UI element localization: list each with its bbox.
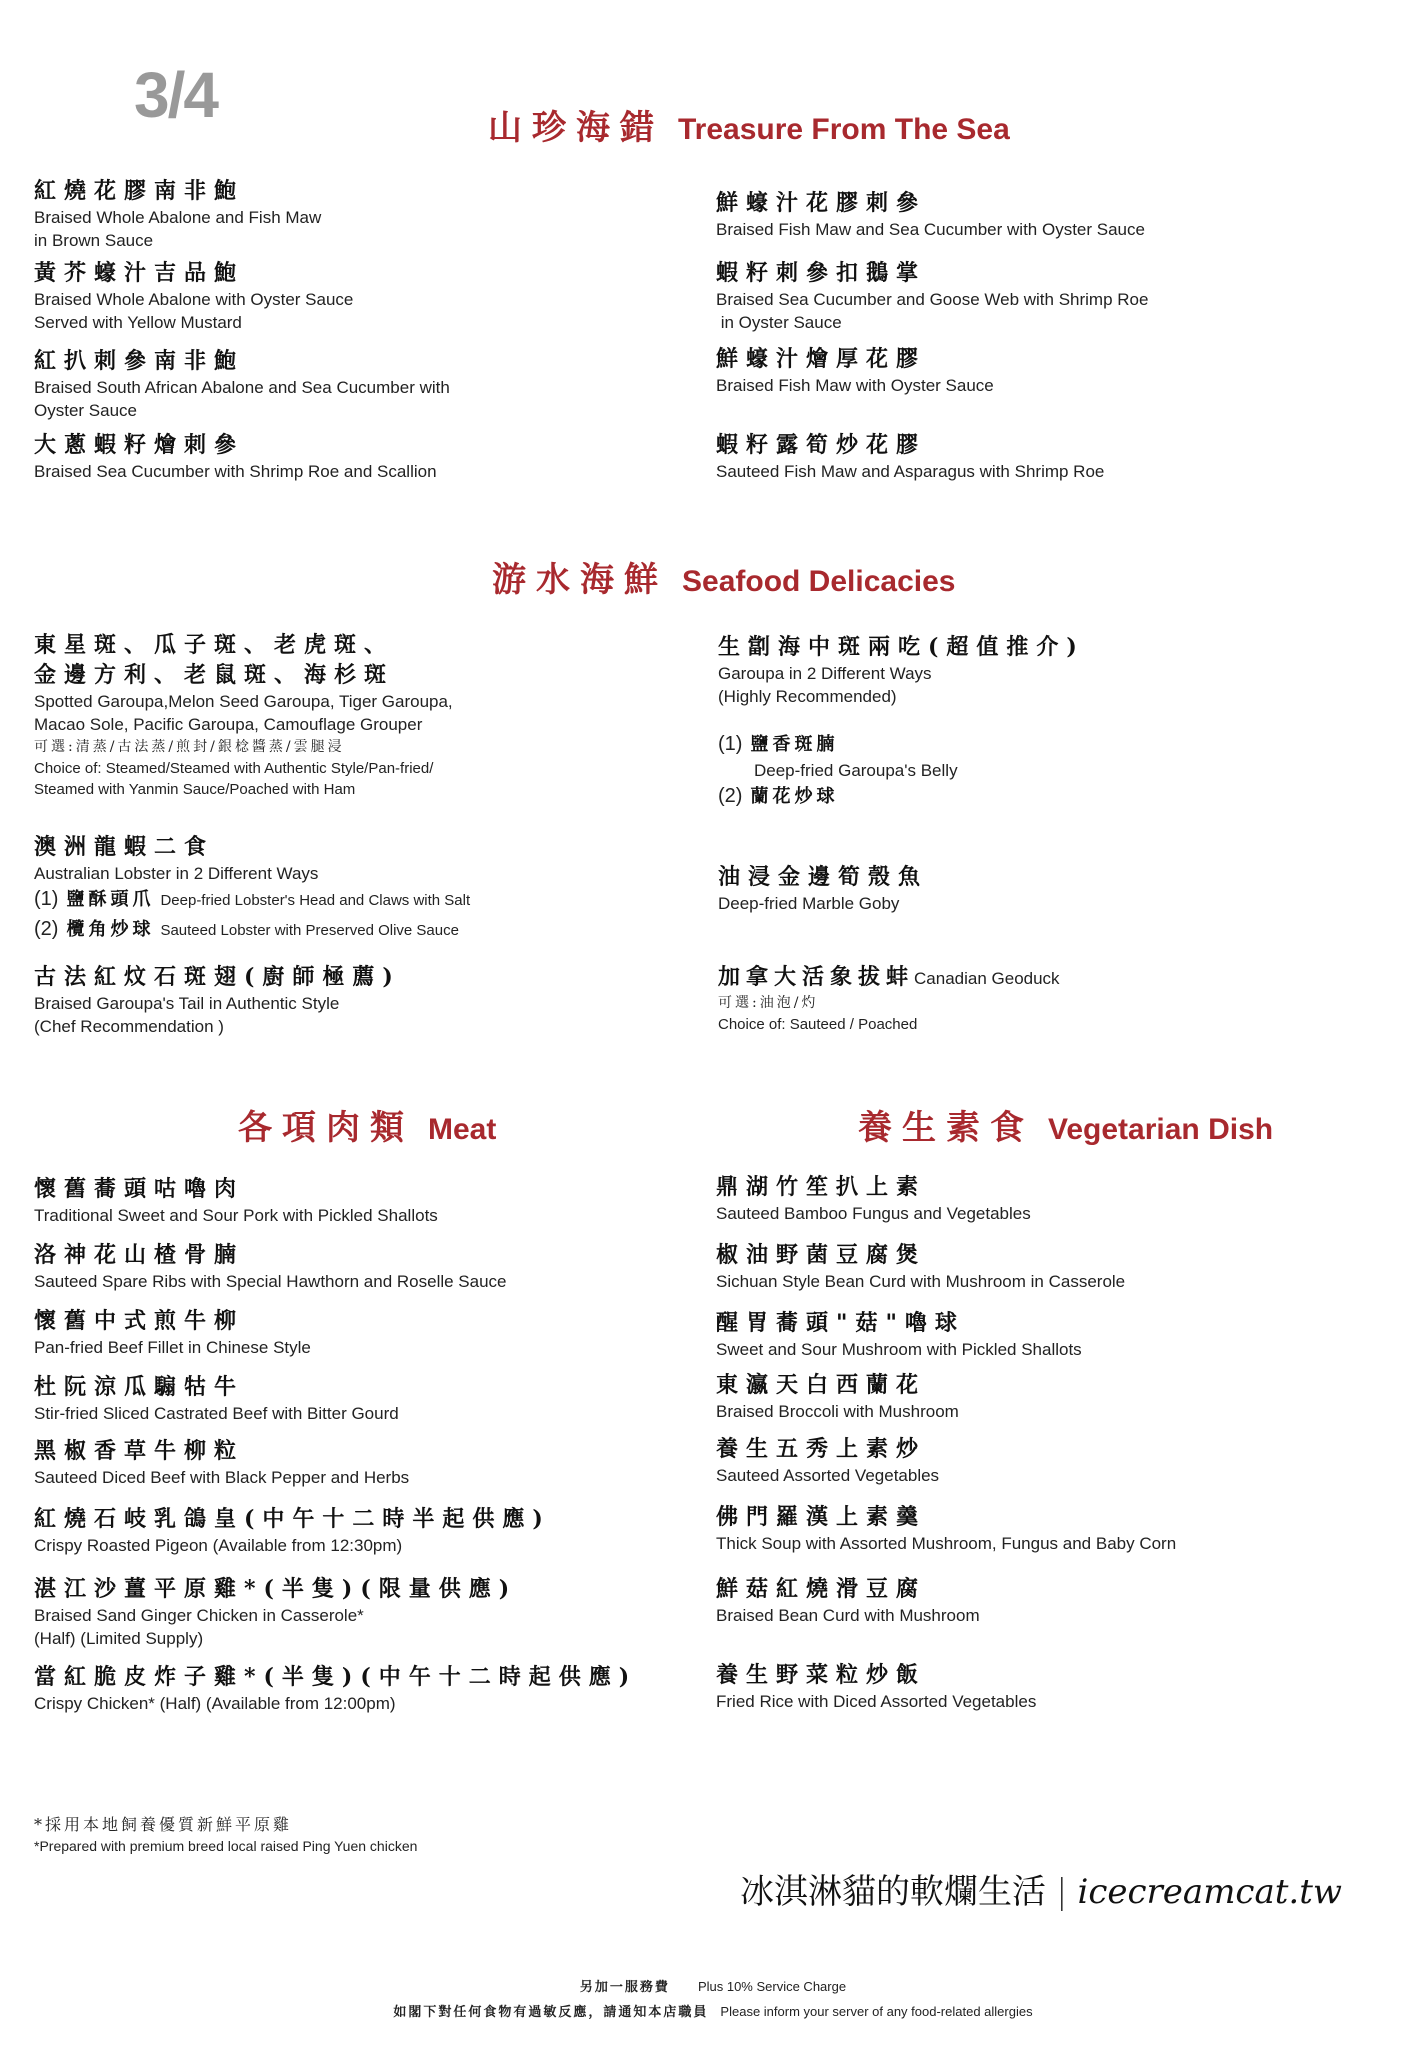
menu-item-garoupa-list [34, 630, 453, 800]
dish-name-zh: 加拿大活象拔蚌 [718, 964, 915, 990]
menu-item [716, 188, 1145, 241]
dish-name-zh: 醒胃蕎頭"菇"嚕球 [716, 1310, 965, 1336]
dish-name-zh: 紅燒石岐乳鴿皇(中午十二時半起供應) [34, 1506, 551, 1532]
sub-dish-en: Sauteed Lobster with Preserved Olive Sauce [160, 922, 459, 939]
footnote-en: *Prepared with premium breed local raised Ping Yuen chicken [34, 1838, 418, 1854]
dish-name-zh: 油浸金邊筍殼魚 [718, 864, 929, 890]
dish-name-en: Crispy Roasted Pigeon (Available from 12:30pm) [34, 1536, 403, 1555]
sub-dish-zh: 欖角炒球 [66, 919, 155, 940]
cooking-choice-zh: 可選:清蒸/古法蒸/煎封/銀棯醬蒸/雲腿浸 [34, 739, 345, 755]
cooking-choice-en: Steamed with Yanmin Sauce/Poached with Ham [34, 781, 356, 798]
sub-dish [718, 782, 1085, 811]
dish-name-zh: 懷舊中式煎牛柳 [34, 1308, 245, 1334]
dish-name-en: Sweet and Sour Mushroom with Pickled Shallots [716, 1340, 1082, 1359]
menu-item [716, 1172, 1031, 1225]
dish-name-en: Braised Fish Maw with Oyster Sauce [716, 376, 994, 395]
menu-item [716, 1660, 1036, 1713]
dish-name-zh: 洛神花山楂骨腩 [34, 1242, 245, 1268]
blog-watermark [740, 1864, 1342, 1913]
menu-item [716, 1240, 1125, 1293]
cooking-choice-en: Choice of: Sauteed / Poached [718, 1016, 918, 1033]
dish-name-en: Traditional Sweet and Sour Pork with Pickled Shallots [34, 1206, 438, 1225]
dish-name-en: Fried Rice with Diced Assorted Vegetables [716, 1692, 1037, 1711]
dish-name-zh: 鮮蠔汁燴厚花膠 [716, 346, 927, 372]
dish-name-en: Braised Bean Curd with Mushroom [716, 1606, 980, 1625]
menu-item-goby [718, 862, 928, 915]
menu-item-garoupa-two-ways [718, 632, 1085, 811]
service-charge-note [0, 1975, 1426, 2000]
section-title-treasure [488, 100, 1010, 149]
section-title-zh: 山珍海錯 [488, 108, 664, 148]
dish-name-en: in Oyster Sauce [716, 313, 842, 332]
dish-name-zh: 紅扒刺參南非鮑 [34, 348, 245, 374]
dish-name-zh: 鮮蠔汁花膠刺參 [716, 190, 927, 216]
dish-name-en: Sauteed Spare Ribs with Special Hawthorn and Roselle Sauce [34, 1272, 507, 1291]
menu-item [34, 1306, 311, 1359]
dish-name-en: in Brown Sauce [34, 231, 154, 250]
dish-name-en: Braised Garoupa's Tail in Authentic Style [34, 994, 340, 1013]
dish-name-zh: 大蔥蝦籽燴刺參 [34, 432, 245, 458]
menu-item [34, 1504, 551, 1557]
menu-item [716, 1502, 1176, 1555]
dish-name-en: Braised Fish Maw and Sea Cucumber with Oyster Sauce [716, 220, 1145, 239]
dish-name-en: Braised Sea Cucumber and Goose Web with Shrimp Roe [716, 290, 1149, 309]
dish-name-en: Sichuan Style Bean Curd with Mushroom in Casserole [716, 1272, 1126, 1291]
menu-item [716, 1574, 980, 1627]
section-title-en: Vegetarian Dish [1048, 1113, 1274, 1146]
dish-name-zh: 生劏海中斑兩吃(超值推介) [718, 634, 1085, 660]
menu-item [34, 430, 437, 483]
page-number: 3/4 [134, 59, 217, 131]
dish-name-zh: 澳洲龍蝦二食 [34, 834, 215, 860]
sub-dish [34, 915, 470, 945]
dish-name-zh: 鮮菇紅燒滑豆腐 [716, 1576, 927, 1602]
dish-name-en: Sauteed Diced Beef with Black Pepper and Herbs [34, 1468, 410, 1487]
sub-dish-zh: 鹽酥頭爪 [66, 889, 155, 910]
menu-item [34, 258, 353, 334]
geoduck-title-row [718, 962, 1060, 992]
menu-item [34, 1240, 507, 1293]
sub-dish-zh: 蘭花炒球 [750, 786, 839, 807]
sub-dish [718, 730, 1085, 759]
menu-item [34, 346, 450, 422]
dish-name-en: Australian Lobster in 2 Different Ways [34, 864, 319, 883]
sub-dish-number: (1) [34, 888, 59, 910]
dish-name-zh: 椒油野菌豆腐煲 [716, 1242, 927, 1268]
dish-name-en: Braised Sand Ginger Chicken in Casserole* [34, 1606, 364, 1625]
dish-name-zh: 蝦籽刺參扣鵝掌 [716, 260, 927, 286]
section-title-zh: 各項肉類 [238, 1108, 414, 1148]
dish-name-en: Garoupa in 2 Different Ways [718, 664, 932, 683]
dish-name-en: Braised Whole Abalone and Fish Maw [34, 208, 322, 227]
dish-name-en: Thick Soup with Assorted Mushroom, Fungus and Baby Corn [716, 1534, 1177, 1553]
watermark-zh: 冰淇淋貓的軟爛生活 [740, 1872, 1046, 1912]
dish-name-zh: 湛江沙薑平原雞*(半隻)(限量供應) [34, 1576, 518, 1602]
sub-dish-en: Deep-fried Garoupa's Belly [754, 761, 958, 780]
service-charge-zh: 另加一服務費 [579, 1980, 670, 1995]
dish-name-en: (Chef Recommendation ) [34, 1017, 224, 1036]
dish-name-zh: 黃芥蠔汁吉品鮑 [34, 260, 245, 286]
dish-name-en: Served with Yellow Mustard [34, 313, 242, 332]
sub-dish-number: (2) [718, 785, 743, 807]
section-title-en: Meat [428, 1113, 497, 1146]
dish-name-en: Sauteed Fish Maw and Asparagus with Shrimp Roe [716, 462, 1105, 481]
menu-item [716, 258, 1148, 334]
menu-item [716, 1370, 959, 1423]
dish-name-en: Stir-fried Sliced Castrated Beef with Bitter Gourd [34, 1404, 399, 1423]
service-charge-en: Plus 10% Service Charge [697, 1979, 847, 1994]
dish-name-zh: 佛門羅漢上素羹 [716, 1504, 927, 1530]
chicken-footnote [34, 1814, 417, 1857]
dish-name-en: (Half) (Limited Supply) [34, 1629, 204, 1648]
dish-name-zh: 當紅脆皮炸子雞*(半隻)(中午十二時起供應) [34, 1664, 638, 1690]
menu-item [34, 1372, 399, 1425]
dish-name-en: Sauteed Bamboo Fungus and Vegetables [716, 1204, 1031, 1223]
menu-item [34, 1662, 637, 1715]
menu-item [716, 1308, 1082, 1361]
dish-name-zh: 東瀛天白西蘭花 [716, 1372, 927, 1398]
dish-name-en: Pan-fried Beef Fillet in Chinese Style [34, 1338, 311, 1357]
dish-name-en: Braised Broccoli with Mushroom [716, 1402, 959, 1421]
dish-name-en: Braised Whole Abalone with Oyster Sauce [34, 290, 354, 309]
section-title-vegetarian [858, 1100, 1273, 1149]
allergy-en: Please inform your server of any food-related allergies [720, 2004, 1033, 2019]
dish-name-en: Macao Sole, Pacific Garoupa, Camouflage Grouper [34, 715, 423, 734]
menu-item-garoupa-tail [34, 962, 401, 1038]
dish-name-zh: 養生五秀上素炒 [716, 1436, 927, 1462]
menu-item-geoduck [718, 962, 1060, 1035]
service-notes [0, 1975, 1426, 2025]
dish-name-zh: 養生野菜粒炒飯 [716, 1662, 927, 1688]
dish-name-zh: 金邊方利、老鼠斑、海杉斑 [34, 662, 395, 688]
dish-name-en: Oyster Sauce [34, 401, 137, 420]
dish-name-en: Braised Sea Cucumber with Shrimp Roe and Scallion [34, 462, 437, 481]
watermark-site: icecreamcat.tw [1077, 1872, 1342, 1912]
menu-item [34, 1436, 409, 1489]
section-title-meat [238, 1100, 496, 1149]
dish-name-zh: 懷舊蕎頭咕嚕肉 [34, 1176, 245, 1202]
section-title-zh: 養生素食 [858, 1108, 1034, 1148]
sub-dish [34, 885, 470, 915]
menu-item [34, 1174, 438, 1227]
dish-name-en: Braised South African Abalone and Sea Cucumber with [34, 378, 450, 397]
dish-name-zh: 東星斑、瓜子斑、老虎斑、 [34, 632, 395, 658]
dish-name-en: Sauteed Assorted Vegetables [716, 1466, 940, 1485]
allergy-note [0, 2000, 1426, 2025]
footnote-zh: *採用本地飼養優質新鮮平原雞 [34, 1815, 293, 1834]
cooking-choice-en: Choice of: Steamed/Steamed with Authentic Style/Pan-fried/ [34, 760, 434, 777]
dish-name-en: (Highly Recommended) [718, 687, 897, 706]
dish-name-zh: 黑椒香草牛柳粒 [34, 1438, 245, 1464]
menu-item [716, 1434, 939, 1487]
dish-name-en: Canadian Geoduck [914, 969, 1060, 988]
dish-name-en: Deep-fried Marble Goby [718, 894, 900, 913]
dish-name-zh: 古法紅炆石斑翅(廚師極薦) [34, 964, 401, 990]
section-title-zh: 游水海鮮 [492, 560, 668, 600]
section-title-en: Treasure From The Sea [678, 113, 1010, 146]
dish-name-zh: 紅燒花膠南非鮑 [34, 178, 245, 204]
cooking-choice-zh: 可選:油泡/灼 [718, 995, 819, 1011]
allergy-zh: 如閣下對任何食物有過敏反應，請通知本店職員 [393, 2005, 709, 2020]
menu-item [34, 1574, 517, 1650]
menu-item-lobster [34, 832, 470, 945]
watermark-separator: | [1056, 1872, 1068, 1912]
dish-name-zh: 鼎湖竹笙扒上素 [716, 1174, 927, 1200]
menu-item [716, 344, 994, 397]
dish-name-en: Spotted Garoupa,Melon Seed Garoupa, Tiger Garoupa, [34, 692, 453, 711]
sub-dish-number: (1) [718, 733, 743, 755]
section-title-en: Seafood Delicacies [682, 565, 956, 598]
menu-item [716, 430, 1104, 483]
dish-name-en: Crispy Chicken* (Half) (Available from 12:00pm) [34, 1694, 396, 1713]
sub-dish-en: Deep-fried Lobster's Head and Claws with Salt [160, 892, 471, 909]
dish-name-zh: 蝦籽露筍炒花膠 [716, 432, 927, 458]
dish-name-zh: 杜阮涼瓜騸牯牛 [34, 1374, 245, 1400]
sub-dish-zh: 鹽香斑腩 [750, 734, 839, 755]
section-title-seafood [492, 552, 955, 601]
sub-dish-number: (2) [34, 918, 59, 940]
menu-item [34, 176, 321, 252]
